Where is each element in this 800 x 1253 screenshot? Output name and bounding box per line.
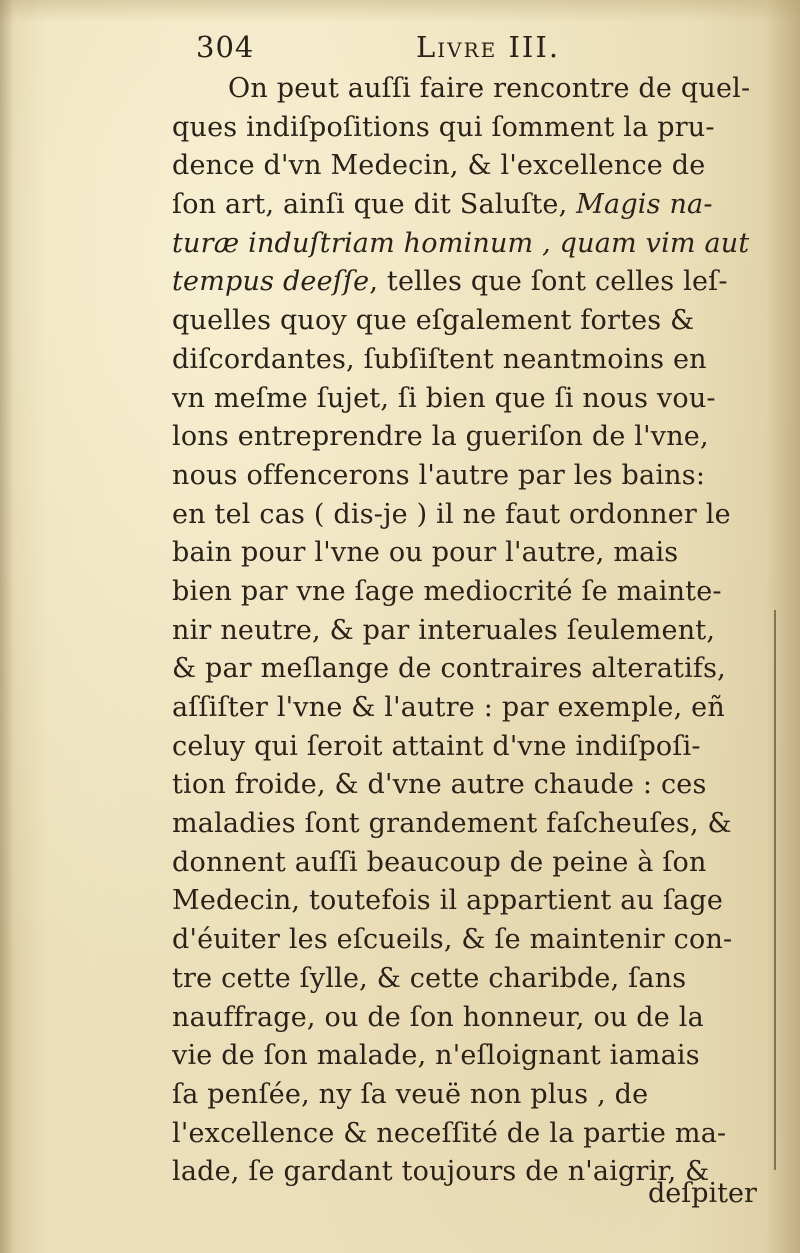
roman-text: quelles quoy que eſgalement fortes &	[172, 305, 695, 337]
text-line	[172, 1115, 768, 1154]
italic-quotation: Magis na-	[576, 189, 713, 221]
roman-text: ſa penſée, ny ſa veuë non plus , de	[172, 1078, 649, 1110]
text-line	[172, 650, 768, 689]
text-line	[172, 689, 768, 728]
page-number: 304	[196, 30, 255, 64]
page-gutter-shadow	[0, 0, 14, 1253]
text-line	[172, 728, 768, 767]
text-line	[172, 766, 768, 805]
roman-text: bien par vne ſage mediocrité ſe mainte-	[172, 575, 722, 607]
roman-text: en tel cas ( dis-je ) il ne faut ordonner le	[172, 498, 731, 530]
page-right-edge	[766, 0, 800, 1253]
roman-text: tion froide, & d'vne autre chaude : ces	[172, 769, 707, 801]
roman-text: On peut auſſi faire rencontre de quel-	[228, 73, 751, 104]
roman-text: vie de ſon malade, n'eſloignant iamais	[172, 1040, 700, 1072]
roman-text: Medecin, toutefois il appartient au ſage	[172, 885, 724, 917]
text-line	[172, 70, 768, 109]
page-top-shadow	[0, 0, 800, 22]
roman-text: bain pour l'vne ou pour l'autre, mais	[172, 537, 679, 569]
roman-text: ſon art, ainſi que dit Saluſte,	[172, 189, 577, 221]
roman-text: diſcordantes, ſubſiſtent neantmoins en	[172, 343, 707, 375]
text-line	[172, 496, 768, 535]
roman-text: lade, ſe gardant toujours de n'aigrir, &	[172, 1156, 710, 1188]
roman-text: maladies ſont grandement faſcheuſes, &	[172, 808, 732, 840]
text-line	[172, 147, 768, 186]
page-edge-line	[774, 610, 776, 1170]
text-line	[172, 882, 768, 921]
roman-text: & par meſlange de contraires alteratifs,	[172, 653, 726, 685]
roman-text: celuy qui ſeroit attaint d'vne indiſpoſi-	[172, 730, 701, 762]
text-line	[172, 263, 768, 302]
text-line	[172, 573, 768, 612]
roman-text: nir neutre, & par interuales ſeulement,	[172, 614, 716, 646]
roman-text: nous offencerons l'autre par les bains:	[172, 459, 706, 491]
roman-text: l'excellence & neceſſité de la partie ma-	[172, 1117, 727, 1149]
text-line	[172, 1076, 768, 1115]
italic-quotation: turæ induſtriam hominum , quam vim aut	[172, 227, 750, 259]
roman-text: lons entreprendre la gueriſon de l'vne,	[172, 421, 709, 453]
text-line	[172, 805, 768, 844]
running-head: Livre III.	[416, 30, 561, 64]
roman-text: , telles que ſont celles leſ-	[369, 266, 728, 298]
text-line	[172, 109, 768, 148]
body-text	[172, 70, 768, 1192]
text-line	[172, 999, 768, 1038]
italic-quotation: tempus deeſſe	[172, 266, 370, 298]
roman-text: vn meſme ſujet, ſi bien que ſi nous vou-	[172, 382, 716, 414]
catchword: deſpiter	[648, 1178, 757, 1209]
text-line	[172, 186, 768, 225]
text-line	[172, 1037, 768, 1076]
page-header	[196, 24, 756, 70]
text-line	[172, 225, 768, 264]
roman-text: aſſiſter l'vne & l'autre : par exemple, eñ	[172, 692, 725, 723]
roman-text: donnent auſſi beaucoup de peine à ſon	[172, 846, 707, 878]
text-line	[172, 380, 768, 419]
text-line	[172, 457, 768, 496]
text-line	[172, 534, 768, 573]
text-line	[172, 921, 768, 960]
text-line	[172, 418, 768, 457]
text-line	[172, 341, 768, 380]
text-line	[172, 960, 768, 999]
roman-text: ques indiſpoſitions qui ſomment la pru-	[172, 111, 715, 143]
text-line	[172, 612, 768, 651]
text-line	[172, 844, 768, 883]
roman-text: nauffrage, ou de ſon honneur, ou de la	[172, 1001, 704, 1033]
roman-text: d'éuiter les eſcueils, & ſe maintenir con-	[172, 924, 733, 956]
roman-text: tre cette ſylle, & cette charibde, ſans	[172, 962, 687, 994]
text-line	[172, 302, 768, 341]
roman-text: dence d'vn Medecin, & l'excellence de	[172, 150, 706, 182]
